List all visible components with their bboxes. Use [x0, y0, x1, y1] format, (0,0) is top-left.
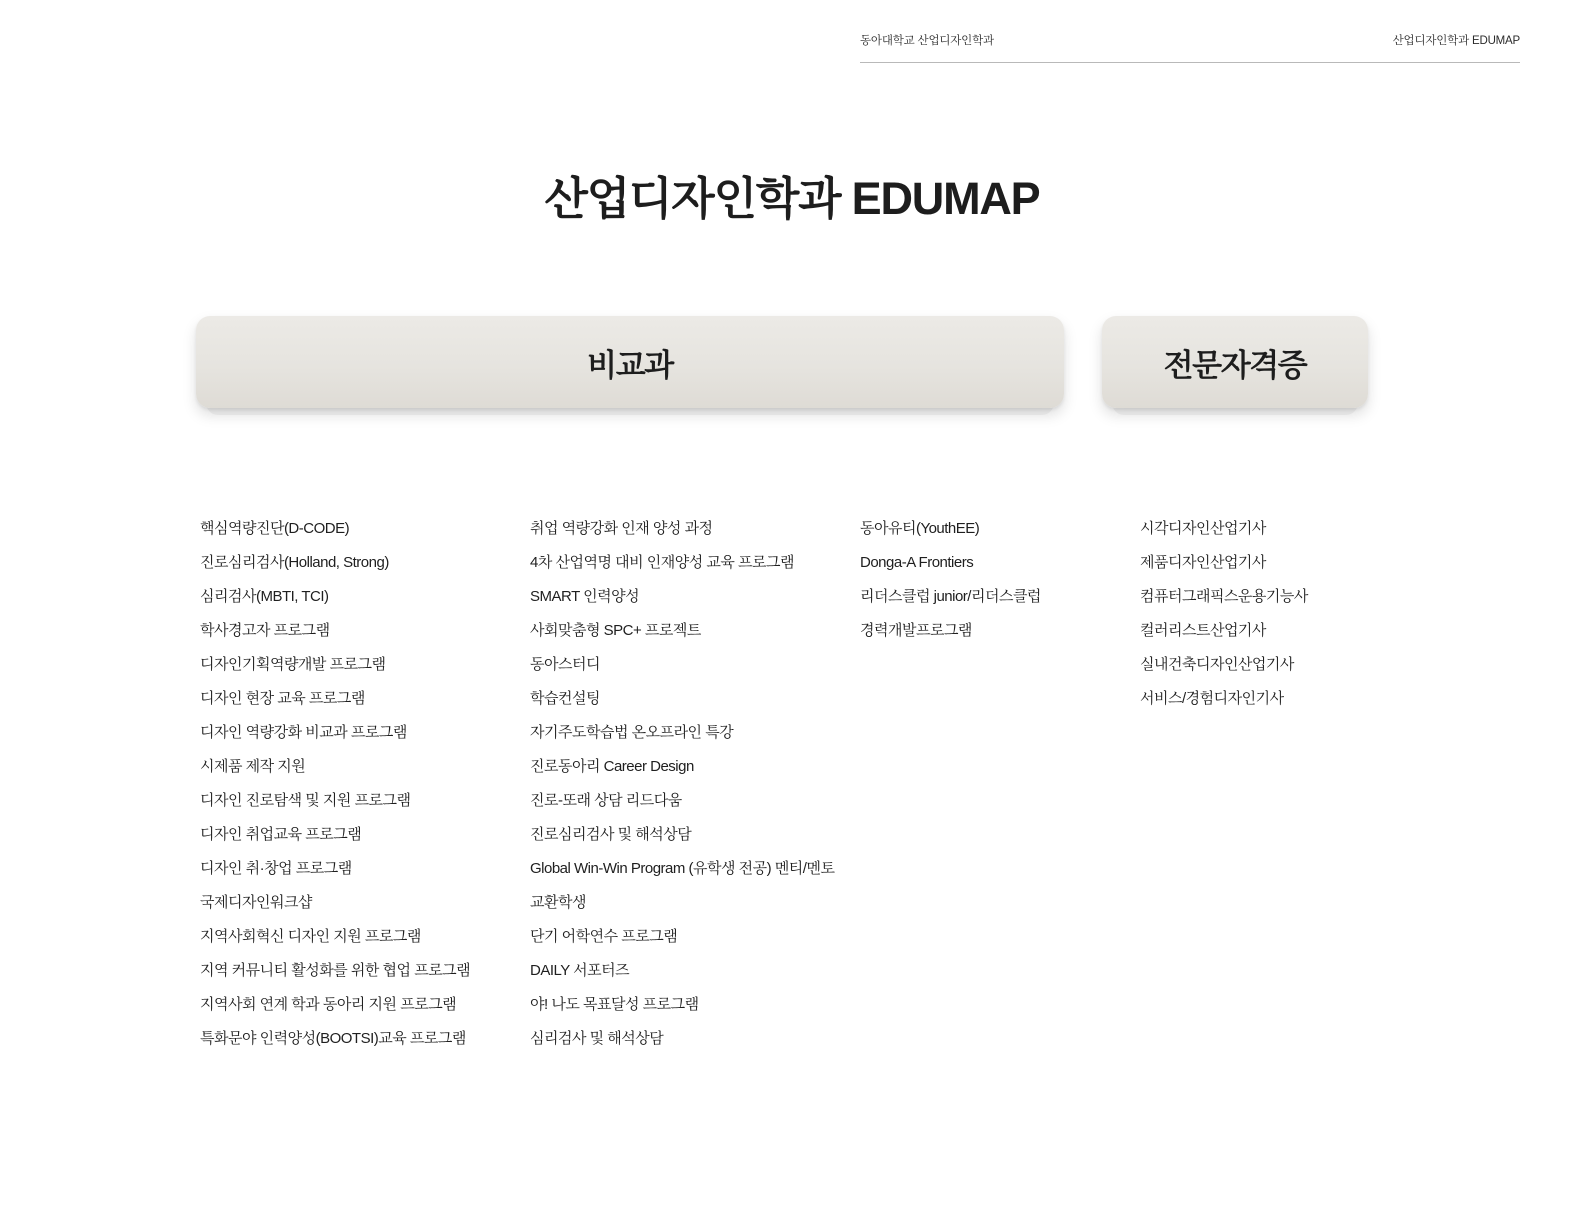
certification-column	[1140, 512, 1440, 1056]
list-item: 자기주도학습법 온오프라인 특강	[530, 724, 734, 741]
program-column-1	[200, 512, 530, 1056]
category-banner-group	[196, 316, 1388, 416]
list-item: 디자인 진로탐색 및 지원 프로그램	[200, 792, 411, 809]
list-item: 학사경고자 프로그램	[200, 622, 330, 639]
list-item: 진로심리검사(Holland, Strong)	[200, 554, 389, 571]
list-item: 디자인기획역량개발 프로그램	[200, 656, 386, 673]
header-right-text: 산업디자인학과 EDUMAP	[1392, 35, 1520, 47]
list-item: 심리검사(MBTI, TCI)	[200, 588, 329, 605]
category-banner-label: 비교과	[587, 347, 673, 383]
list-item: 단기 어학연수 프로그램	[530, 928, 678, 945]
category-banner-extracurricular	[196, 316, 1064, 408]
list-item: SMART 인력양성	[530, 588, 640, 605]
list-item: 사회맞춤형 SPC+ 프로젝트	[530, 622, 701, 639]
category-banner-certification	[1102, 316, 1368, 408]
list-item: 학습컨설팅	[530, 690, 600, 707]
list-item: 실내건축디자인산업기사	[1140, 656, 1294, 673]
list-item: 교환학생	[530, 894, 586, 911]
list-item: 리더스클럽 junior/리더스클럽	[860, 588, 1041, 605]
list-item: 특화문야 인력양성(BOOTSI)교육 프로그램	[200, 1030, 466, 1047]
list-item: 진로심리검사 및 해석상담	[530, 826, 692, 843]
list-item: Donga-A Frontiers	[860, 554, 974, 571]
list-item: 야! 나도 목표달성 프로그램	[530, 996, 699, 1013]
list-item: 시각디자인산업기사	[1140, 520, 1266, 537]
list-item: 핵심역량진단(D-CODE)	[200, 520, 350, 537]
list-item: 시제품 제작 지원	[200, 758, 306, 775]
list-item: 취업 역량강화 인재 양성 과정	[530, 520, 713, 537]
page-header	[860, 32, 1520, 63]
list-item: 진로동아리 Career Design	[530, 758, 694, 775]
list-item: 동아스터디	[530, 656, 600, 673]
list-item: 컴퓨터그래픽스운용기능사	[1140, 588, 1308, 605]
list-item: 디자인 취업교육 프로그램	[200, 826, 362, 843]
list-item: 컬러리스트산업기사	[1140, 622, 1266, 639]
list-item: 제품디자인산업기사	[1140, 554, 1266, 571]
list-item: DAILY 서포터즈	[530, 962, 630, 979]
header-left-text: 동아대학교 산업디자인학과	[860, 35, 994, 47]
list-item: 지역사회혁신 디자인 지원 프로그램	[200, 928, 421, 945]
list-item: 지역 커뮤니티 활성화를 위한 협업 프로그램	[200, 962, 471, 979]
list-item: 서비스/경험디자인기사	[1140, 690, 1284, 707]
list-item: 동아유티(YouthEE)	[860, 520, 980, 537]
program-column-2	[530, 512, 860, 1056]
program-columns	[0, 512, 1584, 1056]
list-item: 국제디자인워크샵	[200, 894, 312, 911]
page-title: 산업디자인학과 EDUMAP	[544, 173, 1040, 224]
program-column-3	[860, 512, 1140, 1056]
category-banner-label: 전문자격증	[1163, 347, 1307, 383]
list-item: 심리검사 및 해석상담	[530, 1030, 664, 1047]
list-item: 지역사회 연계 학과 동아리 지원 프로그램	[200, 996, 457, 1013]
list-item: Global Win-Win Program (유학생 전공) 멘티/멘토	[530, 860, 835, 877]
list-item: 디자인 현장 교육 프로그램	[200, 690, 365, 707]
list-item: 디자인 역량강화 비교과 프로그램	[200, 724, 407, 741]
list-item: 디자인 취·창업 프로그램	[200, 860, 352, 877]
list-item: 4차 산업역명 대비 인재양성 교육 프로그램	[530, 554, 795, 571]
list-item: 진로-또래 상담 리드다움	[530, 792, 682, 809]
list-item: 경력개발프로그램	[860, 622, 972, 639]
